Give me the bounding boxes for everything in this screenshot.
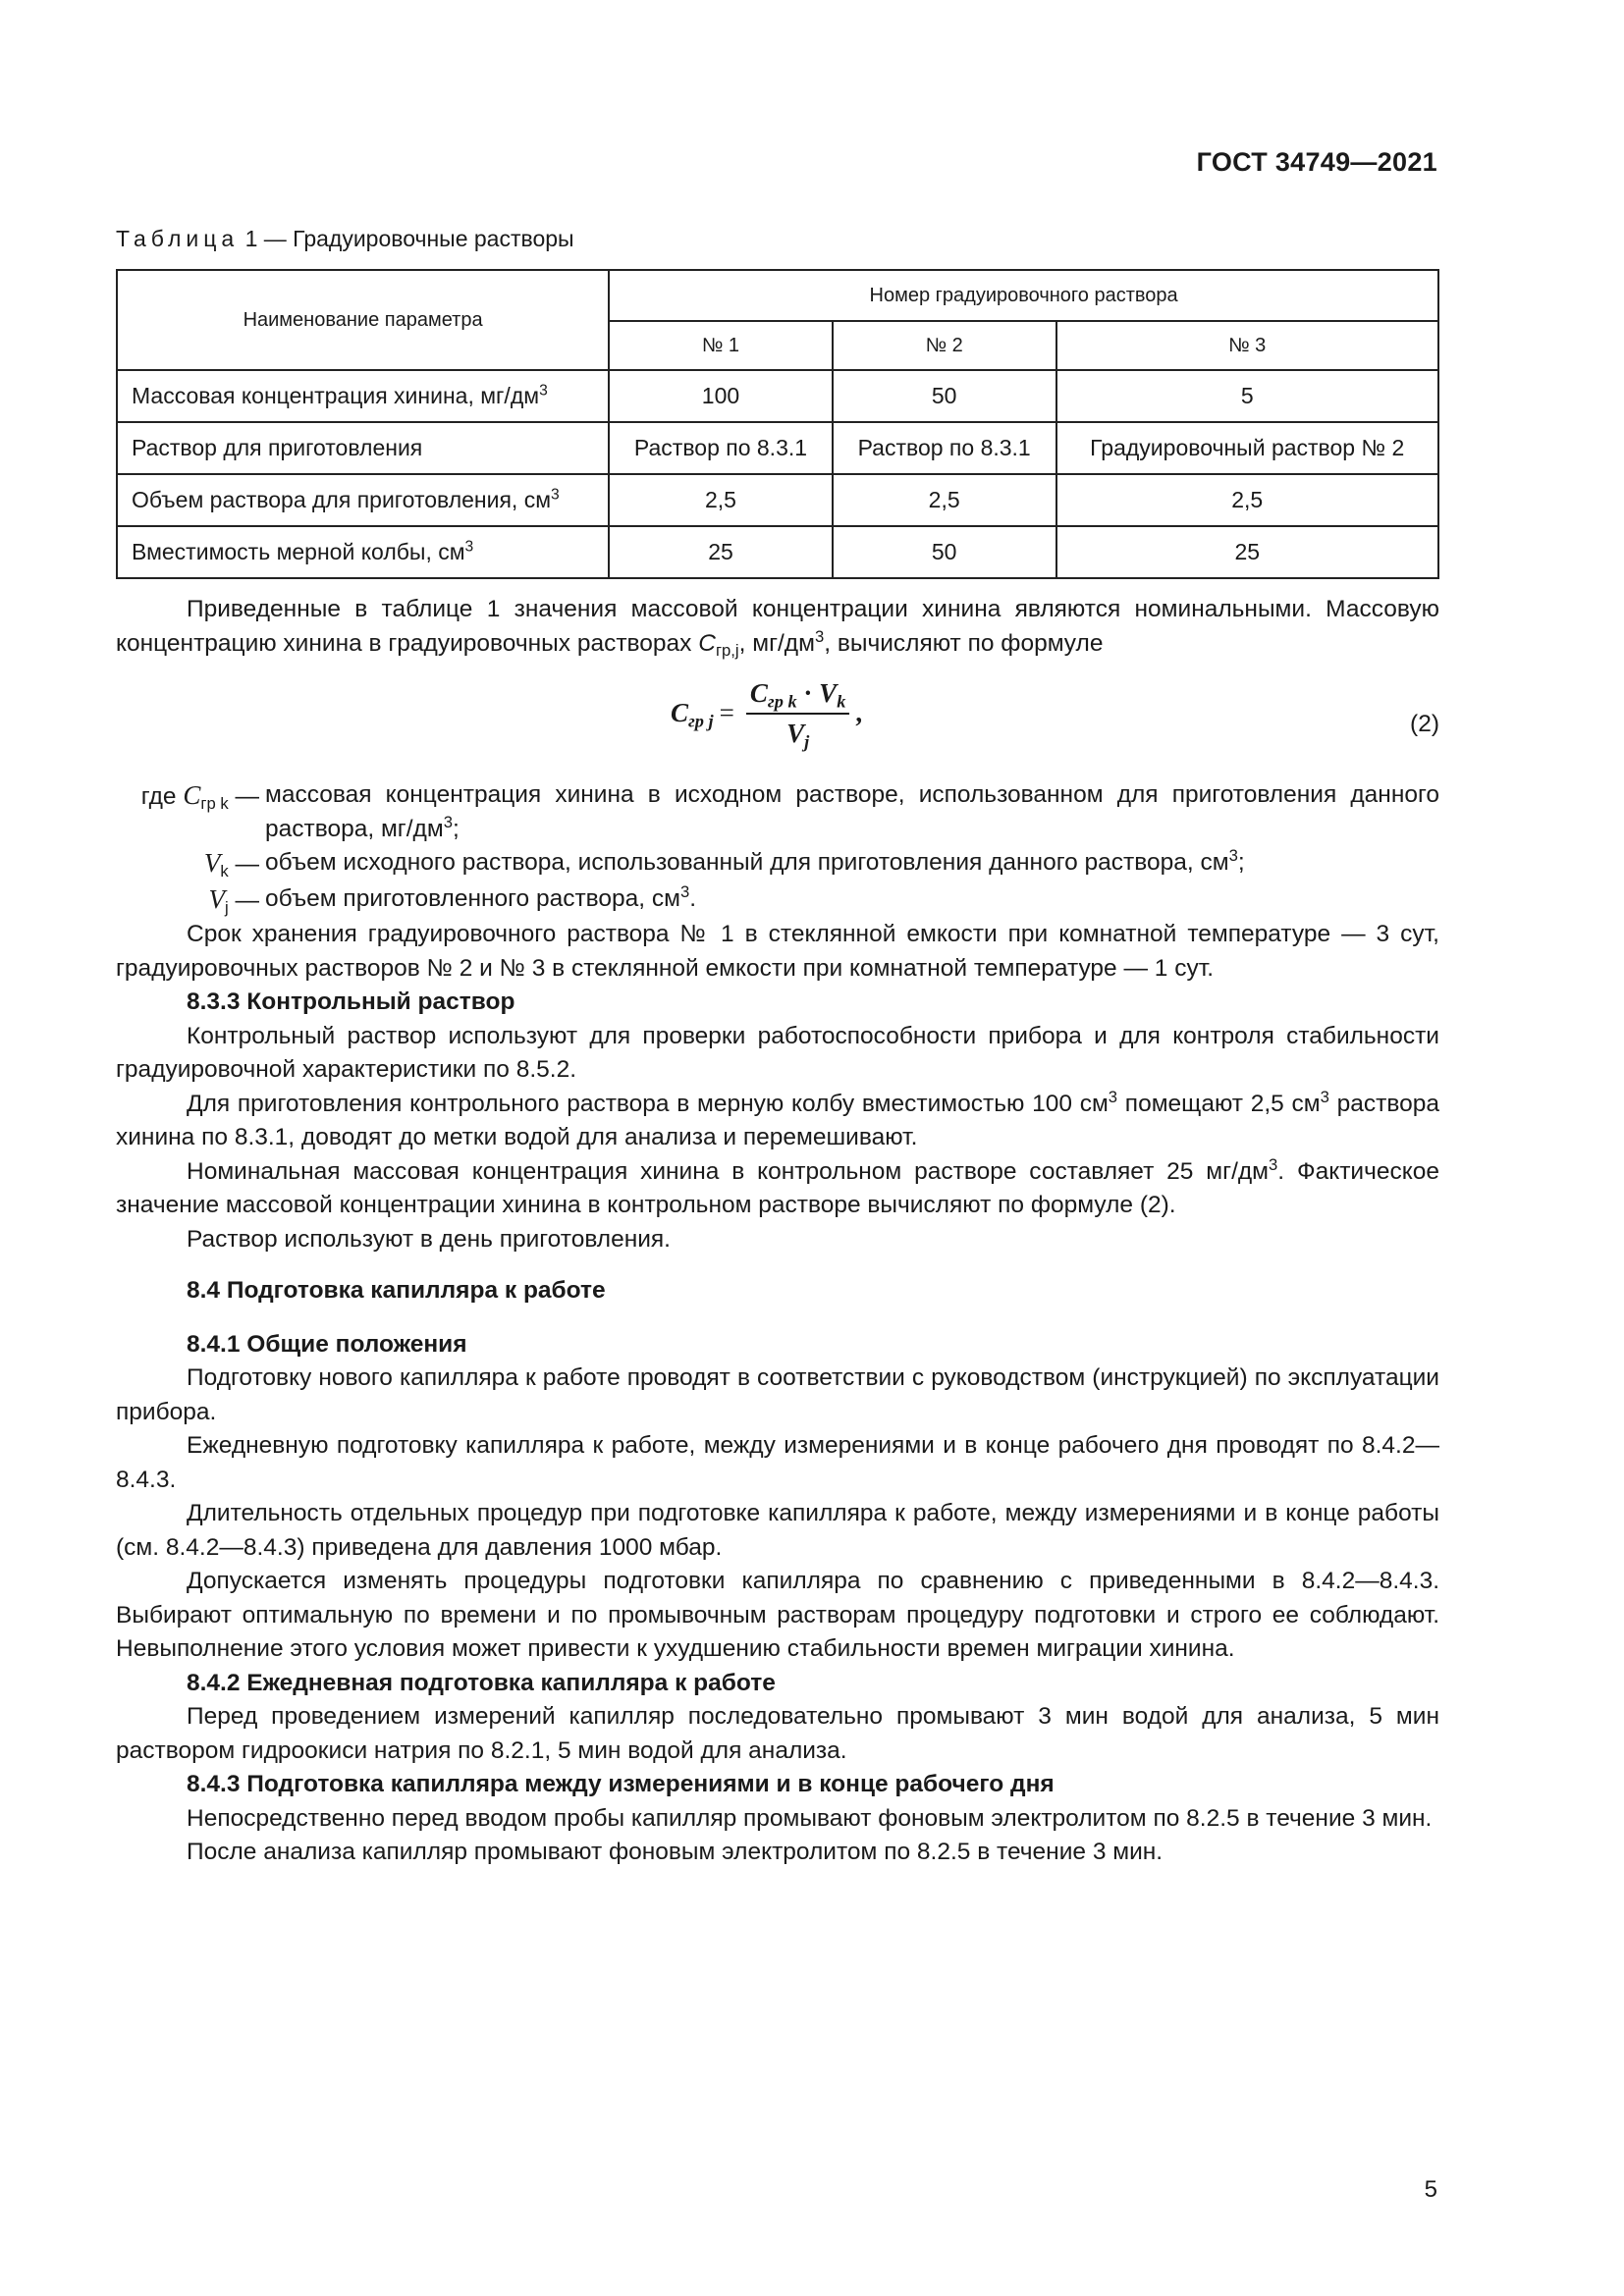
table-cell: 2,5: [833, 474, 1056, 526]
document-code: ГОСТ 34749—2021: [1196, 147, 1437, 177]
table-caption-prefix: Таблица: [116, 226, 240, 251]
formula-number: (2): [1410, 711, 1439, 737]
table-row: [117, 474, 1438, 526]
table-cell: Раствор по 8.3.1: [609, 422, 833, 474]
page-number: 5: [1424, 2176, 1437, 2203]
paragraph-storage: Срок хранения градуировочного раствора № 1 в стеклянной емкости при комнатной температуре — 3 сут, градуировочных растворов № 2 и № 3 в стеклянной емкости при комнатной температуре — 1 сут.: [116, 921, 1439, 982]
param-header: Наименование параметра: [117, 270, 609, 370]
heading-8-4-3: 8.4.3 Подготовка капилляра между измерениями и в конце рабочего дня: [187, 1771, 1055, 1797]
heading-8-4-2: 8.4.2 Ежедневная подготовка капилляра к работе: [187, 1669, 776, 1696]
column-header: № 1: [609, 321, 833, 370]
heading-8-4-1: 8.4.1 Общие положения: [187, 1330, 467, 1358]
paragraph: Контрольный раствор используют для проверки работоспособности прибора и для контроля стабильности градуировочной характеристики по 8.5.2.: [116, 1022, 1439, 1083]
row-label: Вместимость мерной колбы, $см^3$: [117, 526, 609, 578]
column-header: № 2: [833, 321, 1056, 370]
heading-8-3-3: 8.3.3 Контрольный раствор: [187, 988, 515, 1015]
row-label: Объем раствора для приготовления, $см^3$: [117, 474, 609, 526]
group-header: Номер градуировочного раствора: [609, 270, 1438, 321]
table-cell: 2,5: [1056, 474, 1439, 526]
formula-block: [116, 668, 1439, 778]
definition-item: $V_k$ — объем исходного раствора, использованный для приготовления данного раствора, $см^3$;: [203, 845, 1245, 881]
formula-2: $C_{гр j}$ = $\frac{C_{гр k} \cdot V_k}{V_j}$ ,: [671, 678, 863, 751]
definition-item: $V_j$ — объем приготовленного раствора, $см^3$.: [208, 881, 697, 917]
body-text: [116, 593, 1439, 1870]
definition-item: где $C_{гр k}$ — массовая концентрация хинина в исходном растворе, использованном для приготовления данного раствора, $мг/дм^3$;: [140, 780, 1439, 842]
table-cell: 100: [609, 370, 833, 422]
calibration-table: [116, 269, 1439, 579]
paragraph: Допускается изменять процедуры подготовки капилляра по сравнению с приведенными в 8.4.2—8.4.3. Выбирают оптимальную по времени и по промывочным растворам процедуру подготовки и строго ее соблюдают. Невыполнение этого условия может привести к ухудшению стабильности времен миграции хинина.: [116, 1568, 1439, 1662]
table-cell: 5: [1056, 370, 1439, 422]
paragraph: Раствор используют в день приготовления.: [187, 1225, 671, 1253]
paragraph: После анализа капилляр промывают фоновым электролитом по 8.2.5 в течение 3 мин.: [187, 1839, 1164, 1865]
table-cell: 50: [833, 370, 1056, 422]
column-header: № 3: [1056, 321, 1439, 370]
table-caption-title: 1 — Градуировочные растворы: [239, 226, 574, 251]
table-cell: 25: [609, 526, 833, 578]
table-cell: 25: [1056, 526, 1439, 578]
table-caption: [116, 226, 574, 252]
table-cell: Раствор по 8.3.1: [833, 422, 1056, 474]
paragraph-intro: Приведенные в таблице 1 значения массовой концентрации хинина являются номинальными. Массовую концентрацию хинина в градуировочных растворах $C_{гр,j}$, $мг/дм^3$, вычисляют по формуле: [116, 596, 1439, 660]
paragraph: Непосредственно перед вводом пробы капилляр промывают фоновым электролитом по 8.2.5 в течение 3 мин.: [187, 1804, 1433, 1832]
table-row: [117, 370, 1438, 422]
paragraph: Номинальная массовая концентрация хинина в контрольном растворе составляет 25 $мг/дм^3$. Фактическое значение массовой концентрации хинина в контрольном растворе вычисляют по формуле (2).: [116, 1154, 1439, 1218]
paragraph: Длительность отдельных процедур при подготовке капилляра к работе, между измерениями и в конце работы (см. 8.4.2—8.4.3) приведена для давления 1000 мбар.: [116, 1500, 1439, 1561]
table-cell: 2,5: [609, 474, 833, 526]
row-label: Массовая концентрация хинина, $мг/дм^3$: [117, 370, 609, 422]
heading-8-4: 8.4 Подготовка капилляра к работе: [187, 1277, 606, 1304]
paragraph: Для приготовления контрольного раствора в мерную колбу вместимостью 100 $см^3$ помещают 2,5 $см^3$ раствора хинина по 8.3.1, доводят до метки водой для анализа и перемешивают.: [116, 1087, 1439, 1150]
paragraph: Подготовку нового капилляра к работе проводят в соответствии с руководством (инструкцией) по эксплуатации прибора.: [116, 1364, 1439, 1425]
table-row: [117, 422, 1438, 474]
paragraph: Ежедневную подготовку капилляра к работе, между измерениями и в конце рабочего дня проводят по 8.4.2—8.4.3.: [116, 1432, 1439, 1493]
table-row: [117, 526, 1438, 578]
paragraph: Перед проведением измерений капилляр последовательно промывают 3 мин водой для анализа, 5 мин раствором гидроокиси натрия по 8.2.1, 5 мин водой для анализа.: [116, 1703, 1439, 1764]
row-label: Раствор для приготовления: [117, 422, 609, 474]
definitions: [116, 778, 1439, 918]
table-cell: 50: [833, 526, 1056, 578]
table-cell: Градуировочный раствор № 2: [1056, 422, 1439, 474]
